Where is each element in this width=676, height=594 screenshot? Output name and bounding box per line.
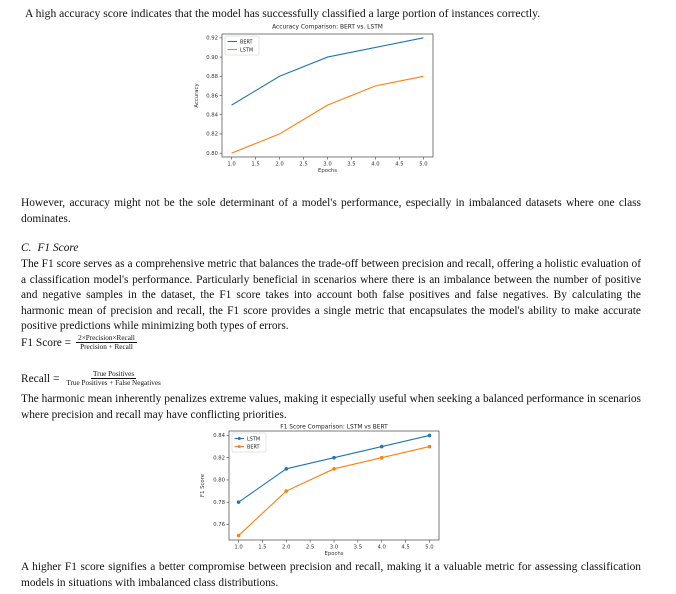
- paragraph-harmonic-mean: The harmonic mean inherently penalizes extreme values, making it especially useful when seeking a balanced performance in scenarios where precision and recall may have conflicting priorities.: [21, 393, 641, 421]
- y-tick-label: 0.88: [206, 74, 218, 81]
- data-point-lstm: [428, 434, 432, 438]
- legend-label-lstm: LSTM: [240, 47, 254, 54]
- chart-title: Accuracy Comparison: BERT vs. LSTM: [272, 24, 383, 31]
- legend-label-lstm: LSTM: [247, 436, 261, 443]
- y-axis-label: F1 Score: [200, 474, 206, 497]
- paragraph-accuracy-intro: A high accuracy score indicates that the model has successfully classified a large portion of instances correctly.: [25, 7, 541, 20]
- x-tick-label: 2.5: [299, 161, 308, 168]
- data-point-lstm: [380, 445, 384, 449]
- accuracy-chart: [190, 20, 440, 180]
- y-tick-label: 0.80: [213, 477, 225, 484]
- f1-denominator: Precision + Recall: [80, 343, 133, 351]
- x-tick-label: 1.0: [234, 544, 243, 551]
- y-axis-label: Accuracy: [194, 83, 200, 108]
- y-tick-label: 0.86: [206, 93, 218, 100]
- x-tick-label: 3.5: [347, 161, 356, 168]
- section-number: C.: [21, 242, 32, 254]
- y-tick-label: 0.76: [213, 522, 225, 529]
- paragraph-f1-definition: The F1 score serves as a comprehensive metric that balances the trade-off between precision and recall, offering a holistic evaluation of a classification model's performance. Particularly beneficial in scenarios where there is an imbalance between the number of positive and negative samples in the dataset, the F1 score takes into account both false positives and false negatives. By calculating the harmonic mean of precision and recall, the F1 score provides a single metric that encapsulates the model's ability to make accurate positive predictions while minimizing both types of errors.: [21, 258, 641, 333]
- x-tick-label: 2.0: [282, 544, 291, 551]
- legend-marker-lstm: [238, 437, 241, 440]
- series-line-bert: [239, 447, 430, 536]
- recall-equation: [21, 370, 163, 387]
- x-tick-label: 1.5: [251, 161, 260, 168]
- f1-numerator: 2×Precision×Recall: [78, 334, 135, 342]
- data-point-bert: [380, 456, 384, 460]
- x-axis-label: Epochs: [324, 551, 344, 557]
- x-tick-label: 3.5: [353, 544, 363, 551]
- paragraph-f1-conclusion: A higher F1 score signifies a better compromise between precision and recall, making it a valuable metric for assessing classification models in situations with imbalanced class distributions.: [21, 561, 641, 589]
- x-tick-label: 2.5: [305, 544, 315, 551]
- x-tick-label: 1.5: [258, 544, 267, 551]
- y-tick-label: 0.80: [206, 150, 218, 157]
- y-tick-label: 0.82: [213, 455, 225, 462]
- data-point-bert: [237, 534, 241, 538]
- x-tick-label: 3.0: [329, 544, 339, 551]
- y-tick-label: 0.92: [206, 35, 218, 42]
- data-point-lstm: [237, 500, 241, 504]
- y-tick-label: 0.84: [213, 433, 225, 440]
- data-point-lstm: [284, 467, 288, 471]
- x-tick-label: 5.0: [419, 161, 428, 168]
- data-point-bert: [332, 467, 336, 471]
- x-tick-label: 4.0: [371, 161, 380, 168]
- recall-fraction: [64, 370, 162, 387]
- x-tick-label: 3.0: [323, 161, 332, 168]
- legend-label-bert: BERT: [240, 39, 253, 46]
- x-tick-label: 4.0: [377, 544, 386, 551]
- x-tick-label: 4.5: [401, 544, 410, 551]
- data-point-bert: [284, 489, 288, 493]
- f1-equation: [21, 334, 137, 351]
- legend-marker-bert: [238, 445, 241, 448]
- y-tick-label: 0.84: [206, 112, 218, 119]
- recall-numerator: True Positives: [93, 370, 135, 378]
- y-tick-label: 0.82: [206, 131, 218, 138]
- f1-score-chart: [195, 422, 445, 558]
- data-point-bert: [428, 445, 432, 449]
- f1-equation-lhs: F1 Score =: [21, 336, 72, 349]
- x-tick-label: 5.0: [425, 544, 434, 551]
- paragraph-accuracy-limitation: However, accuracy might not be the sole determinant of a model's performance, especially in imbalanced datasets where one class dominates.: [21, 197, 641, 225]
- recall-denominator: True Positives + False Negatives: [66, 379, 161, 387]
- recall-equation-lhs: Recall =: [21, 372, 60, 385]
- series-line-bert: [232, 38, 424, 105]
- section-heading: [21, 242, 84, 254]
- chart-title: F1 Score Comparison: LSTM vs BERT: [280, 424, 388, 431]
- x-tick-label: 4.5: [395, 161, 404, 168]
- y-tick-label: 0.90: [206, 54, 218, 61]
- y-tick-label: 0.78: [213, 499, 225, 506]
- data-point-lstm: [332, 456, 336, 460]
- legend-label-bert: BERT: [247, 444, 260, 451]
- x-axis-label: Epochs: [318, 168, 337, 174]
- f1-fraction: [76, 334, 137, 351]
- x-tick-label: 1.0: [227, 161, 236, 168]
- x-tick-label: 2.0: [275, 161, 284, 168]
- section-title: F1 Score: [37, 242, 79, 254]
